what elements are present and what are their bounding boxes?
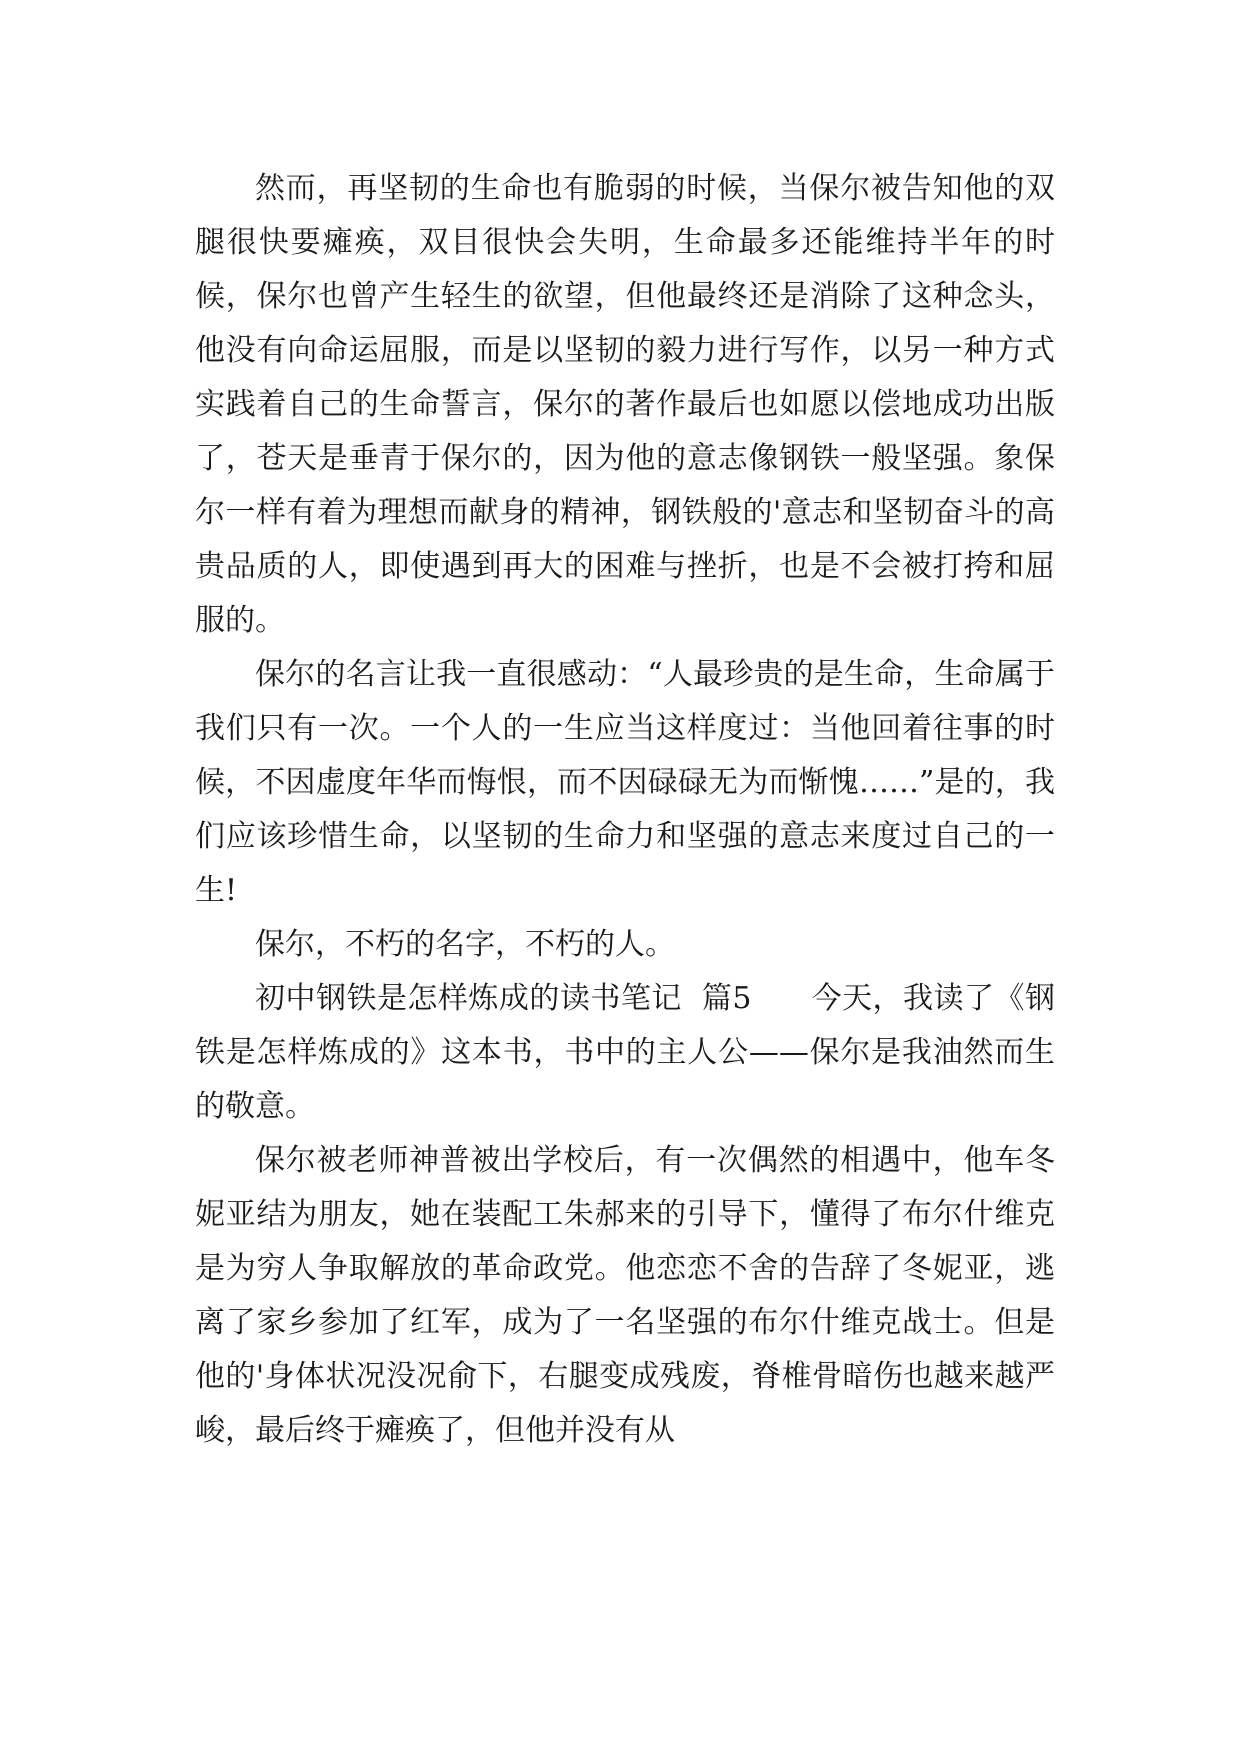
document-page	[195, 162, 1055, 1458]
paragraph-story-summary: 保尔被老师神普被出学校后，有一次偶然的相遇中，他车冬妮亚结为朋友，她在装配工朱郝来的引导下，懂得了布尔什维克是为穷人争取解放的革命政党。他恋恋不舍的告辞了冬妮亚，逃离了家乡参加了红军，成为了一名坚强的布尔什维克战士。但是他的'身体状况没况俞下，右腿变成残废，脊椎骨暗伤也越来越严峻，最后终于瘫痪了，但他并没有从	[195, 1143, 1055, 1448]
paragraph-famous-quote: 保尔的名言让我一直很感动：“人最珍贵的是生命，生命属于我们只有一次。一个人的一生应当这样度过：当他回着往事的时候，不因虚度年华而悔恨，而不因碌碌无为而惭愧……”是的，我们应该珍惜生命，以坚韧的生命力和坚强的意志来度过自己的一生!	[195, 657, 1055, 908]
paragraph-resilience: 然而，再坚韧的生命也有脆弱的时候，当保尔被告知他的双腿很快要瘫痪，双目很快会失明，生命最多还能维持半年的时候，保尔也曾产生轻生的欲望，但他最终还是消除了这种念头，他没有向命运屈服，而是以坚韧的毅力进行写作，以另一种方式实践着自己的生命誓言，保尔的著作最后也如愿以偿地成功出版了，苍天是垂青于保尔的，因为他的意志像钢铁一般坚强。象保尔一样有着为理想而献身的精神，钢铁般的'意志和坚韧奋斗的高贵品质的人，即使遇到再大的困难与挫折，也是不会被打挎和屈服的。	[195, 171, 1055, 638]
paragraph-essay-5-intro: 初中钢铁是怎样炼成的读书笔记 篇5 今天，我读了《钢铁是怎样炼成的》这本书，书中的主人公——保尔是我油然而生的敬意。	[195, 981, 1055, 1124]
paragraph-immortal-name: 保尔，不朽的名字，不朽的人。	[255, 927, 675, 962]
